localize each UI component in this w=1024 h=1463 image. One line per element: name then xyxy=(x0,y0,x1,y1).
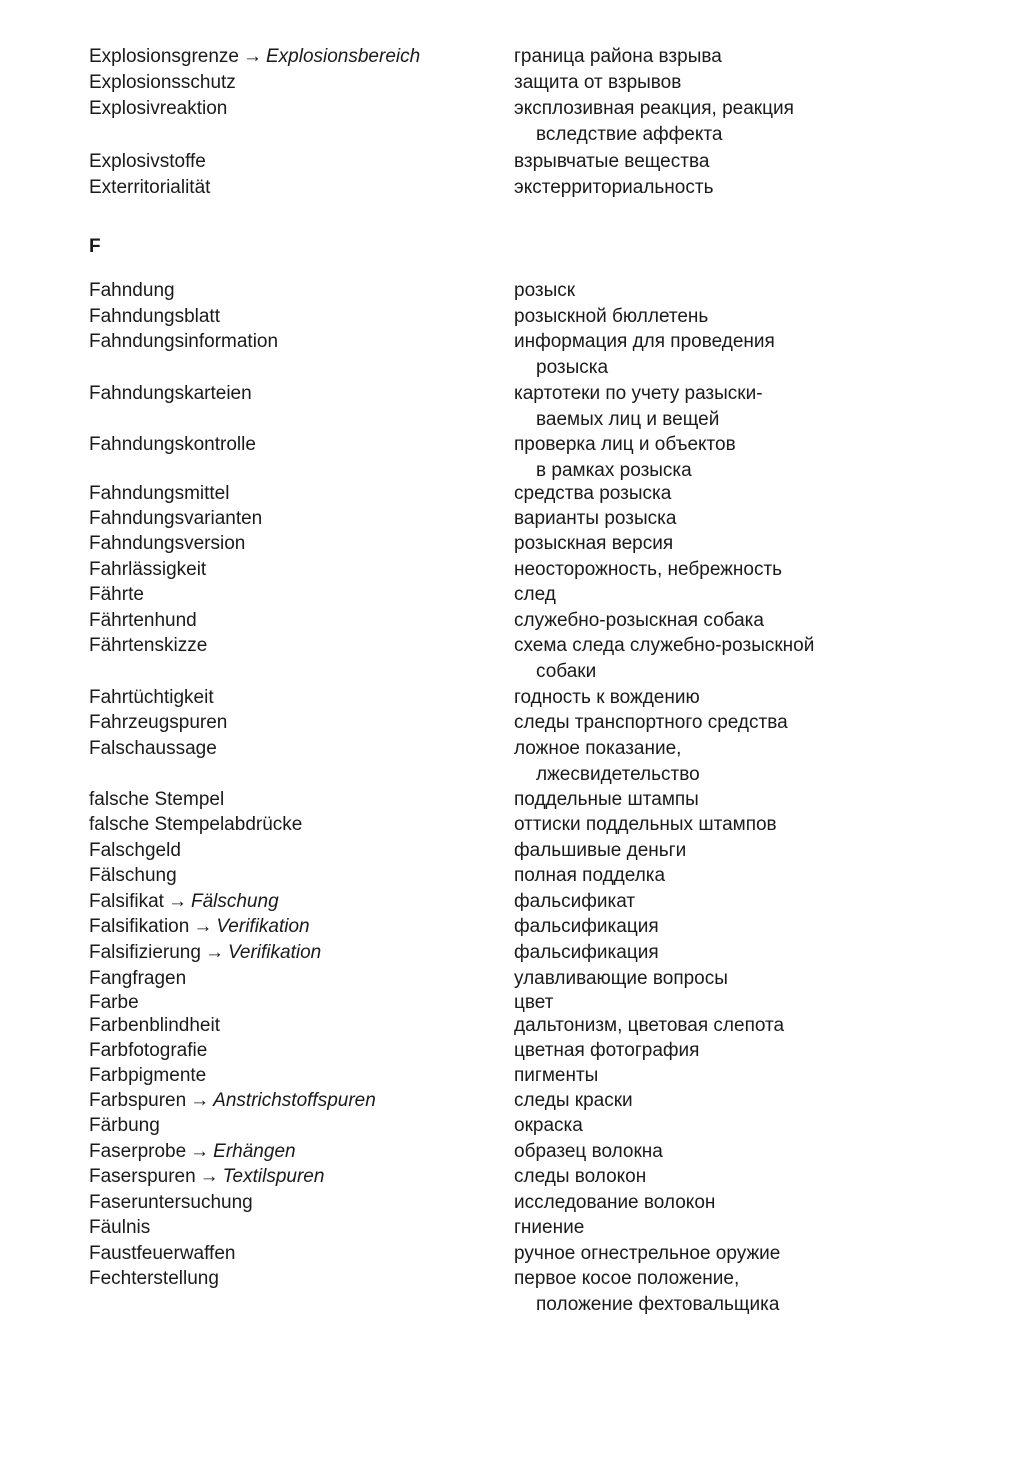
cross-reference-arrow: → xyxy=(190,1090,210,1111)
german-term: Explosionsschutz xyxy=(89,72,236,93)
german-term: Explosivreaktion xyxy=(89,98,228,119)
russian-translation: следы краски xyxy=(514,1090,633,1111)
german-term-cell xyxy=(89,1013,220,1039)
russian-translation: годность к вождению xyxy=(514,687,700,708)
russian-translation: первое косое положение, xyxy=(514,1268,740,1289)
german-term: Fahndungsinformation xyxy=(89,331,279,352)
german-term-cell xyxy=(89,736,217,762)
german-term: Falsifizierung xyxy=(89,942,201,963)
russian-translation: фальсификация xyxy=(514,942,659,963)
entry-row xyxy=(0,787,1024,813)
russian-translation: проверка лиц и объектов xyxy=(514,434,736,455)
german-term-cell xyxy=(89,1139,296,1165)
russian-translation: ложное показание, xyxy=(514,738,682,759)
cross-reference-term: Fälschung xyxy=(190,891,279,912)
russian-translation: фальсификат xyxy=(514,891,636,912)
german-term: Fahndungsmittel xyxy=(89,483,230,504)
german-term: Fährtenhund xyxy=(89,610,197,631)
entry-continuation-row xyxy=(0,407,1024,433)
russian-translation-continuation: ваемых лиц и вещей xyxy=(536,408,720,430)
entry-row xyxy=(0,582,1024,608)
entry-continuation-row xyxy=(0,122,1024,148)
entry-row xyxy=(0,175,1024,201)
german-term: Falsifikat xyxy=(89,891,164,912)
entry-row xyxy=(0,966,1024,992)
russian-translation: служебно-розыскная собака xyxy=(514,610,764,631)
entry-row xyxy=(0,1113,1024,1139)
russian-translation: пигменты xyxy=(514,1065,599,1086)
russian-translation: цвет xyxy=(514,992,554,1013)
german-term-cell xyxy=(89,710,227,736)
german-term-cell xyxy=(89,506,262,532)
entry-row xyxy=(0,889,1024,915)
russian-translation: дальтонизм, цветовая слепота xyxy=(514,1015,785,1036)
german-term-cell xyxy=(89,557,206,583)
russian-translation: полная подделка xyxy=(514,865,666,886)
entry-row xyxy=(0,633,1024,659)
german-term: Falschgeld xyxy=(89,840,181,861)
german-term: Faserspuren xyxy=(89,1166,196,1187)
entry-continuation-row xyxy=(0,659,1024,685)
german-term-cell xyxy=(89,914,310,940)
russian-translation: следы транспортного средства xyxy=(514,712,788,733)
cross-reference-term: Textilspuren xyxy=(222,1166,325,1187)
entry-row xyxy=(0,1013,1024,1039)
german-term-cell xyxy=(89,278,175,304)
german-term: Farbfotografie xyxy=(89,1040,208,1061)
russian-translation: граница района взрыва xyxy=(514,46,722,67)
russian-translation: окраска xyxy=(514,1115,583,1136)
russian-translation: фальшивые деньги xyxy=(514,840,687,861)
entry-row xyxy=(0,531,1024,557)
russian-translation-continuation: вследствие аффекта xyxy=(536,123,723,145)
entry-continuation-row xyxy=(0,1292,1024,1318)
german-term: Fangfragen xyxy=(89,968,187,989)
russian-translation: неосторожность, небрежность xyxy=(514,559,783,580)
entry-continuation-row xyxy=(0,355,1024,381)
entry-row xyxy=(0,1266,1024,1292)
entry-row xyxy=(0,44,1024,70)
russian-translation: след xyxy=(514,584,556,605)
entry-row xyxy=(0,329,1024,355)
russian-translation: взрывчатые вещества xyxy=(514,151,710,172)
russian-translation: розыск xyxy=(514,280,576,301)
german-term: Exterritorialität xyxy=(89,177,211,198)
entry-continuation-row xyxy=(0,458,1024,484)
german-term: Fahndungsversion xyxy=(89,533,246,554)
entry-row xyxy=(0,304,1024,330)
russian-translation-continuation: положение фехтовальщика xyxy=(536,1293,780,1315)
german-term: Fahndungsvarianten xyxy=(89,508,263,529)
russian-translation: розыскная версия xyxy=(514,533,674,554)
entry-row xyxy=(0,481,1024,507)
german-term-cell xyxy=(89,175,210,201)
german-term-cell xyxy=(89,838,181,864)
cross-reference-arrow: → xyxy=(204,942,224,963)
german-term-cell xyxy=(89,70,236,96)
german-term: Falschaussage xyxy=(89,738,217,759)
german-term-cell xyxy=(89,582,144,608)
german-term: Fäulnis xyxy=(89,1217,151,1238)
entry-row xyxy=(0,1038,1024,1064)
entry-row xyxy=(0,685,1024,711)
russian-translation: поддельные штампы xyxy=(514,789,699,810)
entry-row xyxy=(0,710,1024,736)
german-term: Fahndungskarteien xyxy=(89,383,252,404)
entry-row xyxy=(0,914,1024,940)
german-term: Fahrzeugspuren xyxy=(89,712,228,733)
russian-translation: гниение xyxy=(514,1217,585,1238)
german-term-cell xyxy=(89,1113,160,1139)
german-term-cell xyxy=(89,1063,206,1089)
russian-translation: цветная фотография xyxy=(514,1040,700,1061)
german-term-cell xyxy=(89,889,279,915)
entry-continuation-row xyxy=(0,762,1024,788)
russian-translation: фальсификация xyxy=(514,916,659,937)
russian-translation-continuation: лжесвидетельство xyxy=(536,763,700,785)
cross-reference-term: Erhängen xyxy=(213,1141,296,1162)
russian-translation: защита от взрывов xyxy=(514,72,682,93)
entry-row xyxy=(0,990,1024,1016)
entry-row xyxy=(0,608,1024,634)
german-term: Faserprobe xyxy=(89,1141,187,1162)
german-term: Färbung xyxy=(89,1115,160,1136)
german-term: Fahrlässigkeit xyxy=(89,559,207,580)
german-term-cell xyxy=(89,1215,150,1241)
german-term-cell xyxy=(89,787,224,813)
german-term: Fahrtüchtigkeit xyxy=(89,687,214,708)
cross-reference-term: Explosionsbereich xyxy=(265,46,421,67)
entry-row xyxy=(0,96,1024,122)
russian-translation: образец волокна xyxy=(514,1141,663,1162)
german-term-cell xyxy=(89,940,321,966)
entry-row xyxy=(0,1190,1024,1216)
german-term: Farbe xyxy=(89,992,139,1013)
russian-translation: картотеки по учету разыски- xyxy=(514,383,763,404)
german-term-cell xyxy=(89,633,207,659)
entry-row xyxy=(0,278,1024,304)
german-term-cell xyxy=(89,381,252,407)
german-term: Explosionsgrenze xyxy=(89,46,239,67)
cross-reference-term: Verifikation xyxy=(216,916,310,937)
german-term: Fälschung xyxy=(89,865,177,886)
entry-row xyxy=(0,381,1024,407)
german-term-cell xyxy=(89,481,229,507)
german-term: Farbenblindheit xyxy=(89,1015,220,1036)
german-term: Explosivstoffe xyxy=(89,151,206,172)
entry-row xyxy=(0,812,1024,838)
russian-translation: варианты розыска xyxy=(514,508,677,529)
entry-row xyxy=(0,1241,1024,1267)
russian-translation: исследование волокон xyxy=(514,1192,716,1213)
german-term-cell xyxy=(89,329,278,355)
german-term-cell xyxy=(89,304,220,330)
german-term-cell xyxy=(89,685,214,711)
russian-translation: схема следа служебно-розыскной xyxy=(514,635,815,656)
entry-row xyxy=(0,1088,1024,1114)
german-term: Farbpigmente xyxy=(89,1065,207,1086)
german-term: Fahndung xyxy=(89,280,175,301)
german-term: Fahndungskontrolle xyxy=(89,434,256,455)
german-term-cell xyxy=(89,863,177,889)
german-term-cell xyxy=(89,966,186,992)
german-term: Fährte xyxy=(89,584,144,605)
german-term-cell xyxy=(89,149,206,175)
entry-row xyxy=(0,1139,1024,1165)
section-letter: F xyxy=(89,236,101,257)
german-term: Fechterstellung xyxy=(89,1268,219,1289)
russian-translation: экстерриториальность xyxy=(514,177,714,198)
cross-reference-arrow: → xyxy=(167,891,187,912)
german-term: falsche Stempelabdrücke xyxy=(89,814,303,835)
german-term: Faseruntersuchung xyxy=(89,1192,253,1213)
russian-translation: улавливающие вопросы xyxy=(514,968,728,989)
entry-row xyxy=(0,432,1024,458)
entry-row xyxy=(0,838,1024,864)
german-term: Farbspuren xyxy=(89,1090,187,1111)
entry-row xyxy=(0,557,1024,583)
german-term-cell xyxy=(89,608,197,634)
entry-row xyxy=(0,736,1024,762)
german-term-cell xyxy=(89,44,420,70)
russian-translation: информация для проведения xyxy=(514,331,775,352)
russian-translation: средства розыска xyxy=(514,483,672,504)
cross-reference-term: Anstrichstoffspuren xyxy=(213,1090,376,1111)
entry-row xyxy=(0,149,1024,175)
german-term: Falsifikation xyxy=(89,916,190,937)
german-term-cell xyxy=(89,1038,207,1064)
entry-row xyxy=(0,940,1024,966)
entry-row xyxy=(0,70,1024,96)
russian-translation: оттиски поддельных штампов xyxy=(514,814,777,835)
russian-translation: эксплозивная реакция, реакция xyxy=(514,98,794,119)
german-term: Fährtenskizze xyxy=(89,635,208,656)
cross-reference-arrow: → xyxy=(190,1141,210,1162)
entry-row xyxy=(0,506,1024,532)
german-term-cell xyxy=(89,432,256,458)
cross-reference-term: Verifikation xyxy=(227,942,322,963)
section-letter-row xyxy=(0,234,1024,260)
cross-reference-arrow: → xyxy=(199,1166,219,1187)
german-term-cell xyxy=(89,990,139,1016)
cross-reference-arrow: → xyxy=(193,916,213,937)
german-term-cell xyxy=(89,1088,376,1114)
russian-translation-continuation: собаки xyxy=(536,660,597,682)
entry-row xyxy=(0,1215,1024,1241)
german-term-cell xyxy=(89,1164,324,1190)
russian-translation: розыскной бюллетень xyxy=(514,306,709,327)
german-term-cell xyxy=(89,1190,253,1216)
russian-translation: следы волокон xyxy=(514,1166,647,1187)
german-term-cell xyxy=(89,531,245,557)
german-term: Faustfeuerwaffen xyxy=(89,1243,236,1264)
german-term-cell xyxy=(89,812,302,838)
german-term: falsche Stempel xyxy=(89,789,225,810)
german-term-cell xyxy=(89,96,227,122)
cross-reference-arrow: → xyxy=(242,46,262,67)
russian-translation-continuation: розыска xyxy=(536,356,609,378)
entry-row xyxy=(0,1164,1024,1190)
german-term: Fahndungsblatt xyxy=(89,306,220,327)
entry-row xyxy=(0,863,1024,889)
german-term-cell xyxy=(89,1266,219,1292)
german-term-cell xyxy=(89,1241,235,1267)
russian-translation: ручное огнестрельное оружие xyxy=(514,1243,781,1264)
entry-row xyxy=(0,1063,1024,1089)
russian-translation-continuation: в рамках розыска xyxy=(536,459,692,481)
